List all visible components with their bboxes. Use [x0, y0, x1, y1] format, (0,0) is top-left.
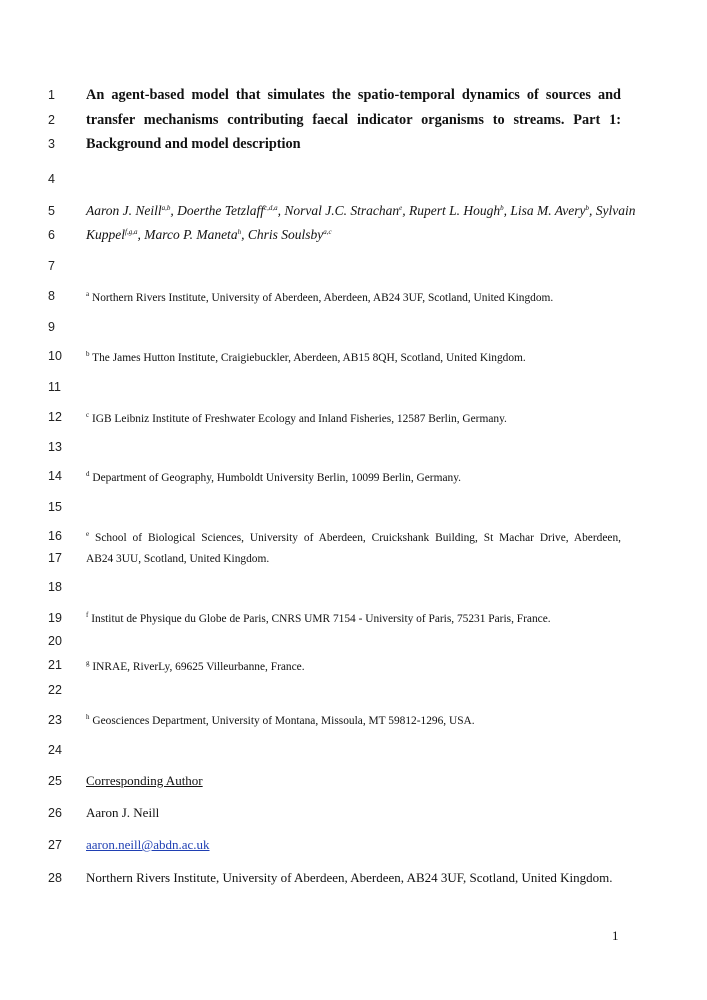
affiliation: $^b$ The James Hutton Institute, Craigiebuckler, Aberdeen, AB15 8QH, Scotland, United Kingdom. [86, 350, 526, 364]
author: Norval J.C. Strachan$^e$ [284, 203, 403, 218]
line-number: 28 [48, 871, 62, 885]
line-number: 19 [48, 611, 62, 625]
corresponding-author-heading: Corresponding Author [86, 773, 203, 788]
author: Sylvain [595, 203, 636, 218]
author: Chris Soulsby$^{a,c}$ [247, 227, 332, 242]
affiliation: $^f$ Institut de Physique du Globe de Paris, CNRS UMR 7154 - University of Paris, 75231 Paris, France. [86, 611, 551, 625]
author: Rupert L. Hough$^b$ [408, 203, 504, 218]
line-number: 23 [48, 713, 62, 727]
line-number: 8 [48, 289, 55, 303]
author: Aaron J. Neill$^{a,b}$ [86, 203, 171, 218]
line-number: 3 [48, 137, 55, 151]
line-number: 12 [48, 410, 62, 424]
corresponding-author-address: Northern Rivers Institute, University of Aberdeen, Aberdeen, AB24 3UF, Scotland, United Kingdom. [86, 870, 613, 885]
corresponding-author-email-line [86, 837, 621, 853]
line-number: 1 [48, 88, 55, 102]
corresponding-author-name: Aaron J. Neill [86, 805, 160, 820]
line-number: 17 [48, 551, 62, 565]
author-list-line: Aaron J. Neill$^{a,b}$, Doerthe Tetzlaff$^{c,d,a}$, Norval J.C. Strachan$^e$, Rupert L. Hough$^b$, Lisa M. Avery$^b$, Sylvain [86, 203, 636, 218]
author: Marco P. Maneta$^h$ [144, 227, 242, 242]
line-number: 26 [48, 806, 62, 820]
line-number: 16 [48, 529, 62, 543]
affiliation: $^h$ Geosciences Department, University of Montana, Missoula, MT 59812-1296, USA. [86, 713, 475, 727]
affiliation: $^e$ School of Biological Sciences, University of Aberdeen, Cruickshank Building, St Machar Drive, Aberdeen, [86, 530, 621, 544]
line-number: 11 [48, 380, 61, 394]
line-number: 25 [48, 774, 62, 788]
paper-title-line: transfer mechanisms contributing faecal indicator organisms to streams. Part 1: [86, 112, 621, 128]
line-number: 7 [48, 259, 55, 273]
line-number: 5 [48, 204, 55, 218]
affiliation: $^c$ IGB Leibniz Institute of Freshwater Ecology and Inland Fisheries, 12587 Berlin, Germany. [86, 411, 507, 425]
line-number: 15 [48, 500, 62, 514]
line-number: 9 [48, 320, 55, 334]
line-number: 13 [48, 440, 62, 454]
line-number: 24 [48, 743, 62, 757]
author: Lisa M. Avery$^b$ [510, 203, 589, 218]
author-list-line: Kuppel$^{f,g,a}$, Marco P. Maneta$^h$, Chris Soulsby$^{a,c}$ [86, 227, 332, 242]
email-link[interactable]: aaron.neill@abdn.ac.uk [86, 837, 210, 852]
line-number: 14 [48, 469, 62, 483]
affiliation: $^d$ Department of Geography, Humboldt University Berlin, 10099 Berlin, Germany. [86, 470, 461, 484]
line-number: 10 [48, 349, 62, 363]
author: Doerthe Tetzlaff$^{c,d,a}$ [177, 203, 278, 218]
author: Kuppel$^{f,g,a}$ [86, 227, 138, 242]
line-number: 22 [48, 683, 62, 697]
line-number: 2 [48, 113, 55, 127]
line-number: 4 [48, 172, 55, 186]
line-number: 6 [48, 228, 55, 242]
paper-title-line: An agent-based model that simulates the spatio-temporal dynamics of sources and [86, 87, 621, 103]
line-number: 18 [48, 580, 62, 594]
line-number: 21 [48, 658, 62, 672]
paper-title-line: Background and model description [86, 136, 301, 152]
affiliation: $^g$ INRAE, RiverLy, 69625 Villeurbanne, France. [86, 659, 305, 673]
affiliation: $^a$ Northern Rivers Institute, University of Aberdeen, Aberdeen, AB24 3UF, Scotland, United Kingdom. [86, 290, 554, 304]
page-number: 1 [612, 928, 619, 943]
line-number: 20 [48, 634, 62, 648]
affiliation-continued: AB24 3UU, Scotland, United Kingdom. [86, 553, 270, 565]
line-number: 27 [48, 838, 62, 852]
